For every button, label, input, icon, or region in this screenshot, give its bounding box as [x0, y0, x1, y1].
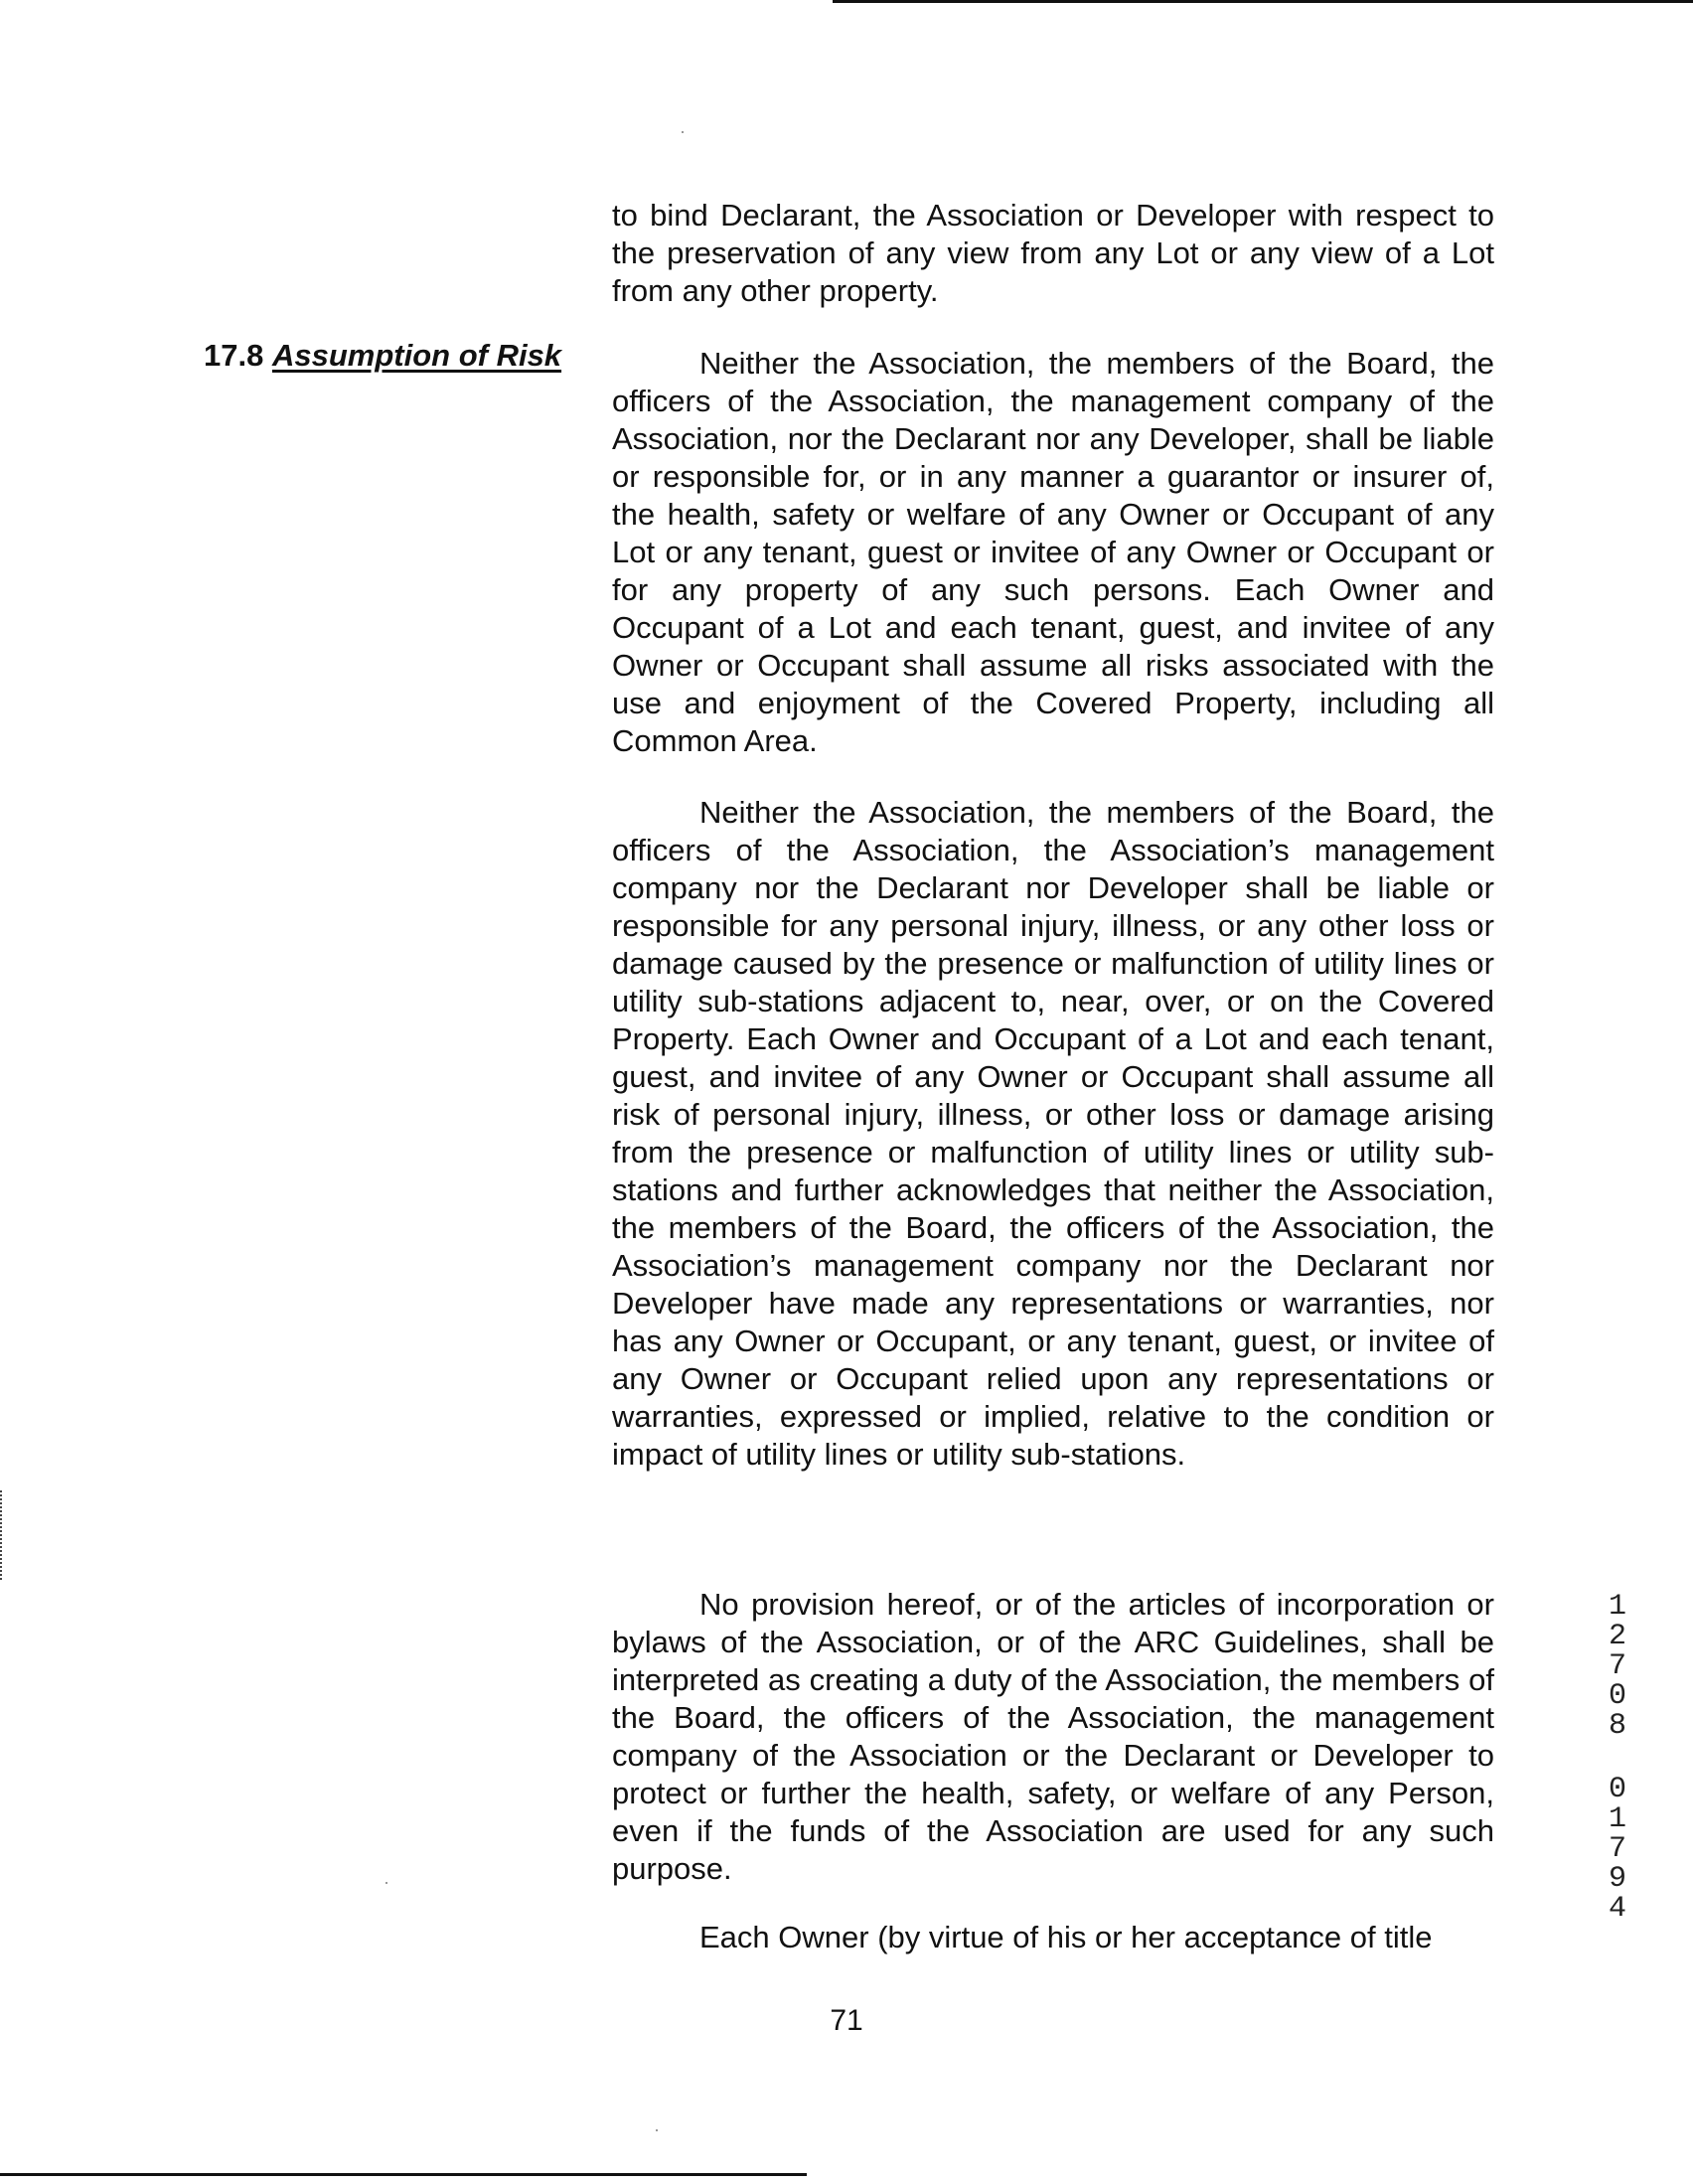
paragraph-text: Each Owner (by virtue of his or her acceptance of title — [699, 1920, 1433, 1954]
continuation-text: to bind Declarant, the Association or Developer with respect to the preservation of any view from any Lot or any view of a Lot from any other property. — [612, 198, 1494, 308]
stamp-digit: 1 — [1608, 1590, 1626, 1624]
stamp-digit: 8 — [1608, 1709, 1626, 1743]
paragraph-assumption-of-risk — [612, 345, 1494, 760]
section-heading — [204, 337, 561, 375]
section-number: 17.8 — [204, 338, 264, 373]
paragraph-text: No provision hereof, or of the articles of incorporation or bylaws of the Association, or of the ARC Guidelines, shall be interpreted as creating a duty of the Association, the members of the Board, the officers of the Association, the management company of the Association or the Declarant or Developer to protect or further the health, safety, or welfare of any Person, even if the funds of the Association are used for any such purpose. — [612, 1587, 1494, 1886]
section-title: Assumption of Risk — [271, 338, 562, 373]
continuation-paragraph — [612, 197, 1494, 310]
scan-border-bottom — [0, 2173, 807, 2176]
paragraph-owner-acceptance — [612, 1919, 1494, 1956]
recording-stamp — [1598, 1592, 1637, 1924]
paragraph-text: Neither the Association, the members of the Board, the officers of the Association, the Association’s management company nor the Declarant nor Developer shall be liable or responsible for any personal injury, illness, or any other loss or damage caused by the presence or malfunction of utility lines or utility sub-stations adjacent to, near, over, or on the Covered Property. Each Owner and Occupant of a Lot and each tenant, guest, and invitee of any Owner or Occupant shall assume all risk of personal injury, illness, or other loss or damage arising from the presence or malfunction of utility lines or utility sub-stations and further acknowledges that neither the Association, the members of the Board, the officers of the Association, the Association’s management company nor the Declarant nor Developer have made any representations or warranties, nor has any Owner or Occupant, or any tenant, guest, or invitee of any Owner or Occupant relied upon any representations or warranties, expressed or implied, relative to the condition or impact of utility lines or utility sub-stations. — [612, 795, 1494, 1472]
page-number: 71 — [830, 2004, 863, 2037]
stamp-digit: 9 — [1608, 1862, 1626, 1896]
paragraph-no-duty — [612, 1586, 1494, 1888]
scan-speck — [656, 2129, 658, 2131]
paragraph-text: Neither the Association, the members of the Board, the officers of the Association, the management company of the Association, nor the Declarant nor any Developer, shall be liable or responsible for, or in any manner a guarantor or insurer of, the health, safety or welfare of any Owner or Occupant of any Lot or any tenant, guest or invitee of any Owner or Occupant or for any property of any such persons. Each Owner and Occupant of a Lot and each tenant, guest, and invitee of any Owner or Occupant shall assume all risks associated with the use and enjoyment of the Covered Property, including all Common Area. — [612, 346, 1494, 758]
stamp-digit: 0 — [1608, 1773, 1626, 1806]
stamp-digit: 0 — [1608, 1679, 1626, 1713]
stamp-gap — [1598, 1741, 1637, 1775]
scan-edge-marks — [0, 1490, 4, 1580]
stamp-digit: 4 — [1608, 1892, 1626, 1926]
paragraph-utility-lines — [612, 794, 1494, 1474]
stamp-digit: 1 — [1608, 1802, 1626, 1836]
stamp-digit: 2 — [1608, 1620, 1626, 1653]
scan-border-top — [833, 0, 1693, 3]
scan-speck — [385, 1882, 387, 1884]
stamp-digit: 7 — [1608, 1649, 1626, 1683]
scan-speck — [682, 131, 684, 133]
stamp-digit: 7 — [1608, 1832, 1626, 1866]
